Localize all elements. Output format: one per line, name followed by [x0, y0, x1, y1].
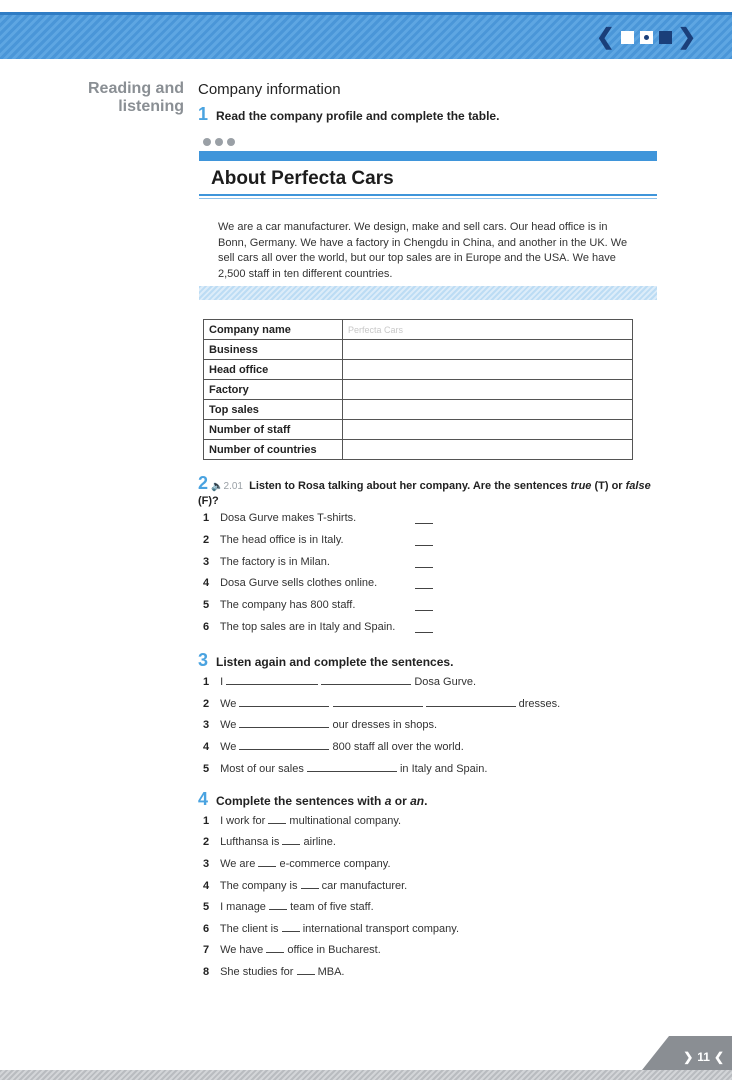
chevron-right-icon[interactable]: ❯ [677, 24, 696, 49]
list-item: 5 I manage team of five staff. [203, 898, 374, 913]
answer-blank[interactable] [415, 512, 433, 524]
table-row [204, 380, 633, 400]
row-label: Business [204, 340, 343, 360]
exercise-2-heading: 2 🔈2.01 Listen to Rosa talking about her company. Are the sentences true (T) or false (F)? [198, 473, 651, 507]
answer-blank[interactable] [415, 556, 433, 568]
list-item: 7 We have office in Bucharest. [203, 941, 381, 956]
answer-blank[interactable] [258, 855, 276, 867]
chevron-left-icon[interactable]: ❮ [596, 24, 615, 49]
company-table [203, 319, 633, 460]
page-nav [596, 24, 696, 49]
list-item: 2 Lufthansa is airline. [203, 833, 336, 848]
answer-blank[interactable] [282, 833, 300, 845]
answer-blank[interactable] [226, 673, 318, 685]
chevron-left-icon[interactable]: ❮ [713, 1050, 724, 1064]
answer-blank[interactable] [239, 695, 329, 707]
profile-top-band [199, 151, 657, 161]
list-item: 3 We our dresses in shops. [203, 716, 437, 731]
row-label: Factory [204, 380, 343, 400]
answer-blank[interactable] [301, 877, 319, 889]
list-item: 4 Dosa Gurve sells clothes online. [203, 577, 378, 589]
table-row [204, 360, 633, 380]
divider [199, 194, 657, 196]
header-banner [0, 12, 732, 59]
list-item: 1 I Dosa Gurve. [203, 673, 476, 688]
row-value[interactable] [343, 340, 633, 360]
audio-icon[interactable]: 🔈 [211, 481, 224, 492]
answer-blank[interactable] [415, 599, 433, 611]
row-label: Company name [204, 320, 343, 340]
table-row [204, 340, 633, 360]
list-item: 3 We are e-commerce company. [203, 855, 391, 870]
answer-blank[interactable] [307, 760, 397, 772]
exercise-3-heading [198, 650, 453, 671]
profile-bottom-band [199, 286, 657, 300]
list-item: 8 She studies for MBA. [203, 963, 344, 978]
row-value[interactable] [343, 400, 633, 420]
row-value[interactable] [343, 440, 633, 460]
footer-band [0, 1070, 732, 1080]
list-item: 2 The head office is in Italy. [203, 534, 344, 546]
table-row [204, 440, 633, 460]
row-label: Number of countries [204, 440, 343, 460]
answer-blank[interactable] [269, 898, 287, 910]
list-item: 6 The client is international transport company. [203, 920, 459, 935]
answer-blank[interactable] [297, 963, 315, 975]
row-value[interactable]: Perfecta Cars [343, 320, 633, 340]
table-row [204, 400, 633, 420]
list-item: 1 Dosa Gurve makes T-shirts. [203, 512, 357, 524]
table-row [204, 320, 633, 340]
row-value[interactable] [343, 380, 633, 400]
answer-blank[interactable] [415, 577, 433, 589]
exercise-instruction: Complete the sentences with a or an. [216, 794, 428, 808]
answer-blank[interactable] [239, 716, 329, 728]
list-item: 4 We 800 staff all over the world. [203, 738, 464, 753]
audio-track: 2.01 [223, 481, 243, 492]
row-label: Head office [204, 360, 343, 380]
answer-blank[interactable] [266, 941, 284, 953]
row-label: Top sales [204, 400, 343, 420]
answer-blank[interactable] [321, 673, 411, 685]
chevron-right-icon[interactable]: ❯ [683, 1050, 694, 1064]
list-item: 1 I work for multinational company. [203, 812, 401, 827]
list-item: 5 The company has 800 staff. [203, 599, 356, 611]
row-value[interactable] [343, 420, 633, 440]
list-item: 4 The company is car manufacturer. [203, 877, 407, 892]
exercise-number: 3 [198, 650, 209, 670]
row-value[interactable] [343, 360, 633, 380]
list-item: 2 We dresses. [203, 695, 560, 710]
table-row [204, 420, 633, 440]
list-item: 5 Most of our sales in Italy and Spain. [203, 760, 487, 775]
exercise-number: 1 [198, 104, 209, 124]
list-item: 6 The top sales are in Italy and Spain. [203, 621, 396, 633]
exercise-number: 4 [198, 789, 209, 809]
page-number: ❯ 11 ❮ [683, 1050, 724, 1064]
answer-blank[interactable] [415, 534, 433, 546]
filled-square-icon [659, 31, 672, 44]
list-item: 3 The factory is in Milan. [203, 556, 330, 568]
answer-blank[interactable] [426, 695, 516, 707]
answer-blank[interactable] [415, 621, 433, 633]
dot-square-icon [640, 31, 653, 44]
answer-blank[interactable] [239, 738, 329, 750]
section-title: Company information [198, 81, 341, 98]
row-label: Number of staff [204, 420, 343, 440]
answer-blank[interactable] [268, 812, 286, 824]
exercise-instruction: Read the company profile and complete the table. [216, 109, 500, 123]
profile-body: We are a car manufacturer. We design, make and sell cars. Our head office is in Bonn, Germany. We have a factory in Chengdu in China, and another in the UK. We sell cars all over the world, but our top sales are in Europe and the USA. We have 2,500 staff in ten different countries. [218, 221, 628, 280]
exercise-1-heading [198, 104, 499, 125]
exercise-number: 2 [198, 473, 209, 493]
square-icon [621, 31, 634, 44]
dots-icon [203, 138, 235, 146]
divider [199, 198, 657, 199]
answer-blank[interactable] [282, 920, 300, 932]
exercise-instruction: Listen again and complete the sentences. [216, 655, 454, 669]
profile-title: About Perfecta Cars [211, 168, 394, 189]
section-label: Reading and listening [87, 80, 184, 115]
exercise-4-heading [198, 789, 427, 810]
answer-blank[interactable] [333, 695, 423, 707]
